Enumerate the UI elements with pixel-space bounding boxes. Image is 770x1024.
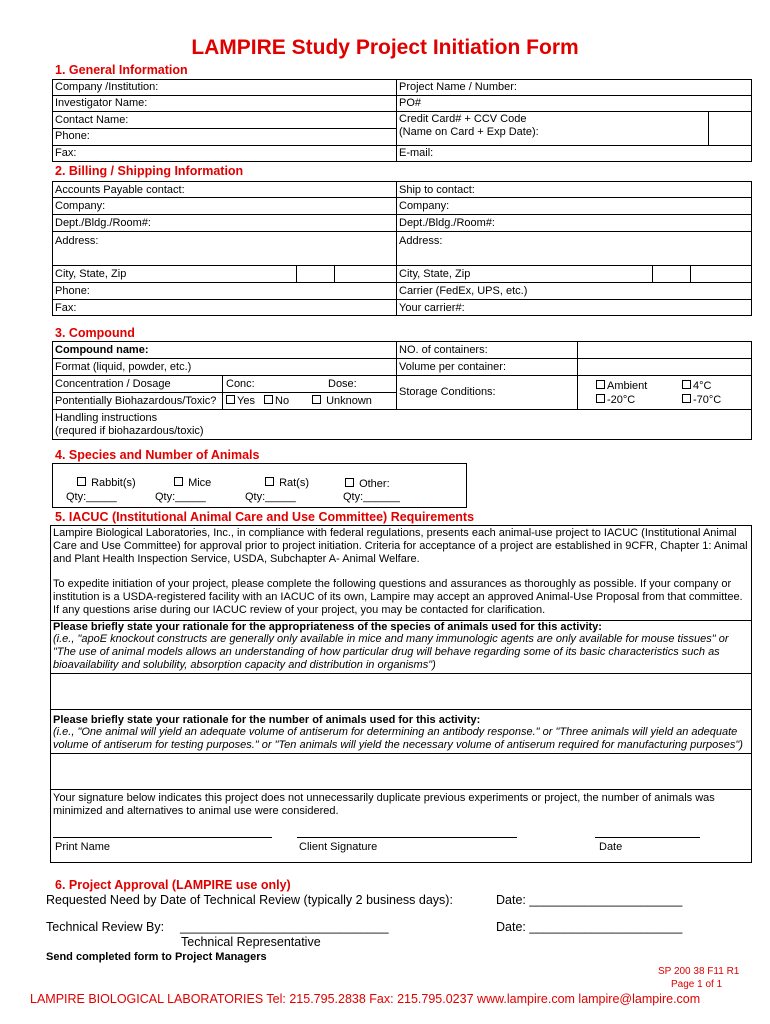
- checkbox-icon: [682, 380, 691, 389]
- handling-label: Handling instructions: [55, 412, 158, 424]
- billing-fax-label: Fax:: [55, 302, 77, 314]
- checkbox-icon: [596, 380, 605, 389]
- compound-name-label: Compound name:: [55, 344, 149, 356]
- dose-label: Dose:: [328, 378, 357, 390]
- species-rationale-question: Please briefly state your rationale for the appropriateness of the species of animals used for this activity:: [53, 621, 602, 633]
- iacuc-compliance-text: Lampire Biological Laboratories, Inc., in compliance with federal regulations, presents each animal-use project to IACUC (Institutional Animal Care and Use Committee) for approval prior to project initiation. Criteria for acceptance of a project are established in 9CFR, Chapter 1: Animal and Plant Health Inspection Service, USDA, Subchapter A- Animal Welfare.: [53, 527, 748, 565]
- carrier-number-label: Your carrier#:: [399, 302, 465, 314]
- storage-label: Storage Conditions:: [399, 386, 496, 398]
- credit-card-label: Credit Card# + CCV Code: [399, 113, 527, 125]
- storage-minus70[interactable]: -70°C: [682, 394, 721, 407]
- rats-qty[interactable]: Qty:_____: [245, 491, 296, 503]
- requested-date-label: Requested Need by Date of Technical Review (typically 2 business days):: [46, 893, 453, 907]
- form-title: LAMPIRE Study Project Initiation Form: [191, 36, 579, 59]
- handling-note: (requred if biohazardous/toxic): [55, 425, 204, 437]
- iacuc-expedite-text: To expedite initiation of your project, please complete the following questions and assurances as thoroughly as possible. If your company or institution is a USDA-registered facility with an IACUC of its own, Lampire may accept an approved Animal-Use Proposal from that committee. If any questions arise during our IACUC review of your project, you may be contacted for clarification.: [53, 578, 743, 616]
- section-billing-heading: 2. Billing / Shipping Information: [55, 164, 244, 178]
- species-mice[interactable]: Mice: [174, 477, 211, 490]
- biohazard-unknown[interactable]: Unknown: [312, 395, 372, 408]
- client-signature-line[interactable]: [297, 837, 517, 838]
- carrier-label: Carrier (FedEx, UPS, etc.): [399, 285, 528, 297]
- ship-contact-label: Ship to contact:: [399, 184, 475, 196]
- storage-ambient[interactable]: Ambient: [596, 380, 647, 393]
- number-rationale-example: (i.e., "One animal will yield an adequate volume of antiserum for determining an antibody response." or "Three animals will yield an adequate volume of antiserum for testing purposes." or "Ten animals will yield the necessary volume of antiserum required for manufacturing purposes"): [53, 726, 743, 751]
- billing-address-label: Address:: [55, 235, 99, 247]
- technical-representative-label: Technical Representative: [181, 935, 321, 949]
- number-rationale-answer[interactable]: [51, 754, 751, 788]
- species-rats[interactable]: Rat(s): [265, 477, 309, 490]
- storage-4c[interactable]: 4°C: [682, 380, 711, 393]
- technical-review-field[interactable]: ______________________________: [180, 920, 389, 934]
- species-rabbits[interactable]: Rabbit(s): [77, 477, 136, 490]
- format-label: Format (liquid, powder, etc.): [55, 361, 192, 373]
- po-label: PO#: [399, 97, 422, 109]
- section-iacuc-heading: 5. IACUC (Institutional Animal Care and Use Committee) Requirements: [55, 510, 475, 524]
- containers-label: NO. of containers:: [399, 344, 488, 356]
- ship-dept-label: Dept./Bldg./Room#:: [399, 217, 495, 229]
- company-institution-label: Company /Institution:: [55, 81, 159, 93]
- billing-phone-label: Phone:: [55, 285, 90, 297]
- send-instructions: Send completed form to Project Managers: [46, 951, 267, 963]
- checkbox-icon: [264, 395, 273, 404]
- contact-name-label: Contact Name:: [55, 114, 129, 126]
- biohazard-label: Pontentially Biohazardous/Toxic?: [55, 395, 217, 407]
- signature-statement: Your signature below indicates this project does not unnecessarily duplicate previous experiments or project, the number of animals was minimized and alternatives to animal use were considered.: [53, 792, 715, 817]
- billing-dept-label: Dept./Bldg./Room#:: [55, 217, 151, 229]
- checkbox-icon: [77, 477, 86, 486]
- conc-label: Conc:: [226, 378, 255, 390]
- species-rationale-answer[interactable]: [51, 674, 751, 708]
- rabbits-qty[interactable]: Qty:_____: [66, 491, 117, 503]
- concentration-label: Concentration / Dosage: [55, 378, 171, 390]
- investigator-name-label: Investigator Name:: [55, 97, 148, 109]
- species-other[interactable]: Other:: [345, 478, 390, 491]
- checkbox-icon: [174, 477, 183, 486]
- project-name-label: Project Name / Number:: [399, 81, 517, 93]
- checkbox-icon: [312, 395, 321, 404]
- ship-address-label: Address:: [399, 235, 443, 247]
- print-name-line[interactable]: [53, 837, 272, 838]
- other-qty[interactable]: Qty:______: [343, 491, 400, 503]
- email-label: E-mail:: [399, 147, 434, 159]
- billing-company-label: Company:: [55, 200, 106, 212]
- section-compound-heading: 3. Compound: [55, 326, 135, 340]
- requested-date-field[interactable]: Date: ______________________: [496, 893, 683, 907]
- document-id: SP 200 38 F11 R1: [658, 966, 740, 977]
- technical-review-label: Technical Review By:: [46, 920, 165, 934]
- biohazard-no[interactable]: No: [264, 395, 289, 408]
- client-signature-label: Client Signature: [299, 841, 378, 853]
- phone-label: Phone:: [55, 130, 90, 142]
- card-name-label: (Name on Card + Exp Date):: [399, 126, 539, 138]
- technical-review-date-field[interactable]: Date: ______________________: [496, 920, 683, 934]
- biohazard-yes[interactable]: Yes: [226, 395, 255, 408]
- checkbox-icon: [265, 477, 274, 486]
- checkbox-icon: [596, 394, 605, 403]
- checkbox-icon: [345, 478, 354, 487]
- checkbox-icon: [682, 394, 691, 403]
- number-rationale-question: Please briefly state your rationale for the number of animals used for this activity:: [53, 714, 481, 726]
- volume-label: Volume per container:: [399, 361, 507, 373]
- ship-city-label: City, State, Zip: [399, 268, 471, 280]
- billing-city-label: City, State, Zip: [55, 268, 127, 280]
- fax-label: Fax:: [55, 147, 77, 159]
- section-approval-heading: 6. Project Approval (LAMPIRE use only): [55, 878, 291, 892]
- section-species-heading: 4. Species and Number of Animals: [55, 448, 260, 462]
- species-rationale-example: (i.e., "apoE knockout constructs are generally only available in mice and many immunologic agents are only available for mouse tissues" or "The use of animal models allows an understanding of how particular drug will behave regarding some of its basic characteristics such as bioavailability and solubility, absorption capacity and distribution in organisms"): [53, 633, 729, 671]
- footer-contact: LAMPIRE BIOLOGICAL LABORATORIES Tel: 215.795.2838 Fax: 215.795.0237 www.lampire.com lampire@lampire.com: [30, 992, 701, 1006]
- date-line[interactable]: [595, 837, 700, 838]
- ship-company-label: Company:: [399, 200, 450, 212]
- date-label: Date: [599, 841, 623, 853]
- page-number: Page 1 of 1: [671, 979, 723, 990]
- storage-minus20[interactable]: -20°C: [596, 394, 635, 407]
- section-general-heading: 1. General Information: [55, 63, 188, 77]
- mice-qty[interactable]: Qty:_____: [155, 491, 206, 503]
- ap-contact-label: Accounts Payable contact:: [55, 184, 185, 196]
- print-name-label: Print Name: [55, 841, 111, 853]
- checkbox-icon: [226, 395, 235, 404]
